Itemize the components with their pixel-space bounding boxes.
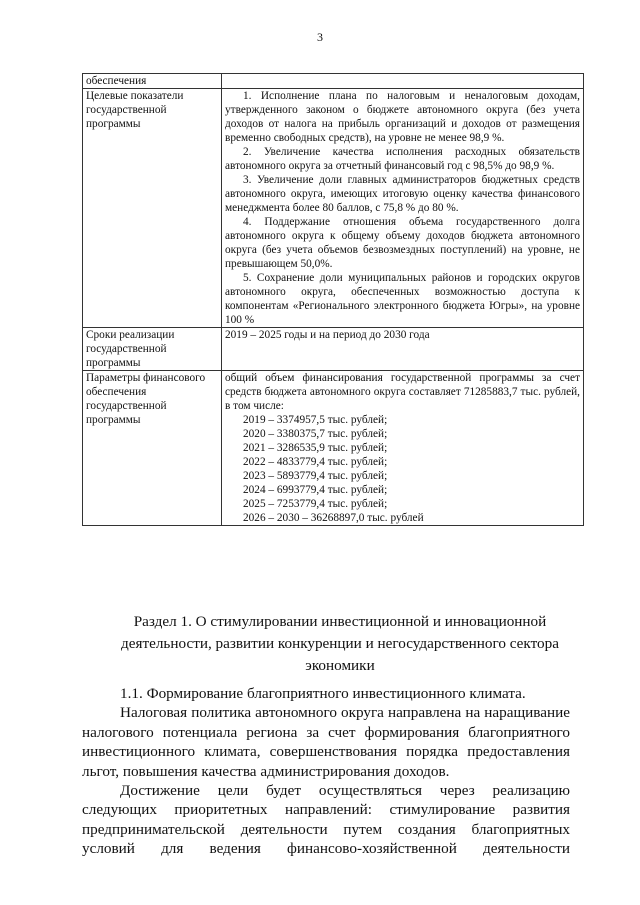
target-item: 2. Увеличение качества исполнения расходных обязательств автономного округа за отчетный финансовый год с 98,5% до 98,9 %. xyxy=(225,146,580,172)
row-label: Целевые показатели государственной программы xyxy=(83,89,222,328)
program-passport-table xyxy=(82,73,584,526)
finance-year: 2023 – 5893779,4 тыс. рублей; xyxy=(243,470,388,482)
finance-year: 2021 – 3286535,9 тыс. рублей; xyxy=(243,442,388,454)
finance-cell xyxy=(222,371,584,526)
finance-year: 2026 – 2030 – 36268897,0 тыс. рублей xyxy=(243,512,424,524)
paragraph: Налоговая политика автономного округа направлена на наращивание налогового потенциала региона за счет формирования благоприятного инвестиционного климата, совершенствования порядка предоставления льгот, повышения качества администрирования доходов. xyxy=(82,704,570,780)
row-value xyxy=(222,74,584,89)
target-item: 4. Поддержание отношения объема государственного долга автономного округа к общему объему доходов бюджета автономного округа (без учета объемов безвозмездных поступлений) на уровне, не превышающем 50,0%. xyxy=(225,216,580,270)
finance-year: 2019 – 3374957,5 тыс. рублей; xyxy=(243,414,388,426)
section-title xyxy=(95,611,585,677)
table-row xyxy=(83,89,584,328)
finance-year: 2024 – 6993779,4 тыс. рублей; xyxy=(243,484,388,496)
section-title-line: экономики xyxy=(305,657,375,674)
target-indicators-cell xyxy=(222,89,584,328)
row-label: Параметры финансового обеспечения государственной программы xyxy=(83,371,222,526)
body-text xyxy=(82,684,570,859)
paragraph: Достижение цели будет осуществляться через реализацию следующих приоритетных направлений: стимулирование развития предпринимательской деятельности путем создания благоприятных условий для ведения финансово-хозяйственной деятельности xyxy=(82,782,570,858)
row-value: 2019 – 2025 годы и на период до 2030 года xyxy=(222,328,584,371)
table-row xyxy=(83,371,584,526)
row-label: Сроки реализации государственной программы xyxy=(83,328,222,371)
section-title-line: деятельности, развитии конкуренции и негосударственного сектора xyxy=(121,635,559,652)
finance-intro: общий объем финансирования государственной программы за счет средств бюджета автономного округа составляет 71285883,7 тыс. рублей, в том числе: xyxy=(225,372,580,412)
page-number: 3 xyxy=(317,30,323,44)
row-label: обеспечения xyxy=(83,74,222,89)
section-title-line: Раздел 1. О стимулировании инвестиционной и инновационной xyxy=(133,613,547,630)
target-item: 1. Исполнение плана по налоговым и неналоговым доходам, утвержденного законом о бюджете автономного округа (без учета доходов от налога на прибыль организаций и доходов от размещения временно свободных средств), на уровне не менее 98,9 %. xyxy=(225,90,580,144)
finance-year: 2025 – 7253779,4 тыс. рублей; xyxy=(243,498,388,510)
table-row xyxy=(83,328,584,371)
finance-year: 2022 – 4833779,4 тыс. рублей; xyxy=(243,456,388,468)
target-item: 5. Сохранение доли муниципальных районов и городских округов автономного округа, обеспеченных возможностью доступа к компонентам «Регионального электронного бюджета Югры», на уровне 100 % xyxy=(225,272,580,326)
table-row xyxy=(83,74,584,89)
finance-year: 2020 – 3380375,7 тыс. рублей; xyxy=(243,428,388,440)
subheading: 1.1. Формирование благоприятного инвестиционного климата. xyxy=(120,685,526,702)
target-item: 3. Увеличение доли главных администраторов бюджетных средств автономного округа, имеющих итоговую оценку качества финансового менеджмента более 80 баллов, с 75,8 % до 80 %. xyxy=(225,174,580,214)
